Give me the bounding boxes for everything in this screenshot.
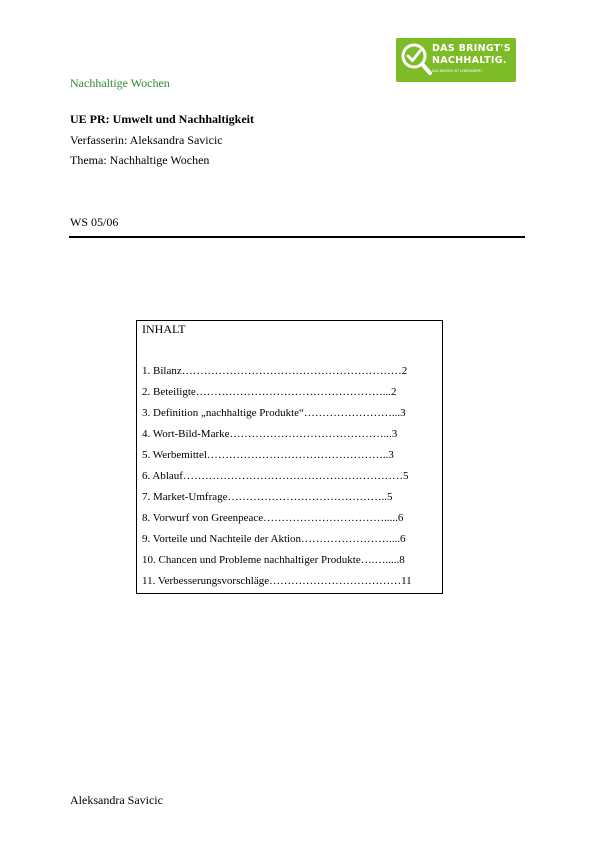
toc-entry: 10. Chancen und Probleme nachhaltiger Produkte….….....8	[142, 554, 405, 566]
document-header-title: Nachhaltige Wochen	[70, 76, 170, 90]
toc-entry: 11. Verbesserungsvorschläge………………………………11	[142, 575, 412, 587]
topic-line: Thema: Nachhaltige Wochen	[70, 153, 210, 167]
footer-author: Aleksandra Savicic	[70, 793, 163, 807]
toc-list	[142, 363, 412, 594]
toc-entry: 7. Market-Umfrage……………………………………..5	[142, 491, 393, 503]
toc-entry: 4. Wort-Bild-Marke……………………………………...3	[142, 428, 398, 440]
toc-heading: INHALT	[142, 322, 186, 336]
toc-entry: 6. Ablauf……………………………………………………5	[142, 470, 409, 482]
horizontal-rule	[69, 236, 525, 238]
magnifier-check-icon	[398, 38, 434, 82]
semester-line: WS 05/06	[70, 215, 119, 229]
toc-entry: 1. Bilanz……………………………………………………2	[142, 365, 408, 377]
toc-entry: 2. Beteiligte……………………………………………...2	[142, 386, 397, 398]
author-line: Verfasserin: Aleksandra Savicic	[70, 133, 223, 147]
course-title: UE PR: Umwelt und Nachhaltigkeit	[70, 112, 255, 126]
logo-text-line2: NACHHALTIG.	[432, 55, 507, 66]
nachhaltig-logo	[396, 38, 516, 82]
toc-entry: 9. Vorteile und Nachteile der Aktion……………………....6	[142, 533, 406, 545]
toc-entry: 3. Definition „nachhaltige Produkte“……………………...3	[142, 407, 406, 419]
table-of-contents	[136, 320, 443, 594]
logo-text-line1: DAS BRINGT'S	[432, 43, 511, 54]
logo-tagline: DAS WISSEN IST LEBENSWERT	[432, 69, 483, 73]
toc-entry: 5. Werbemittel…………………………………………..3	[142, 449, 394, 461]
toc-entry: 8. Vorwurf von Greenpeace…………………………….....6	[142, 512, 404, 524]
